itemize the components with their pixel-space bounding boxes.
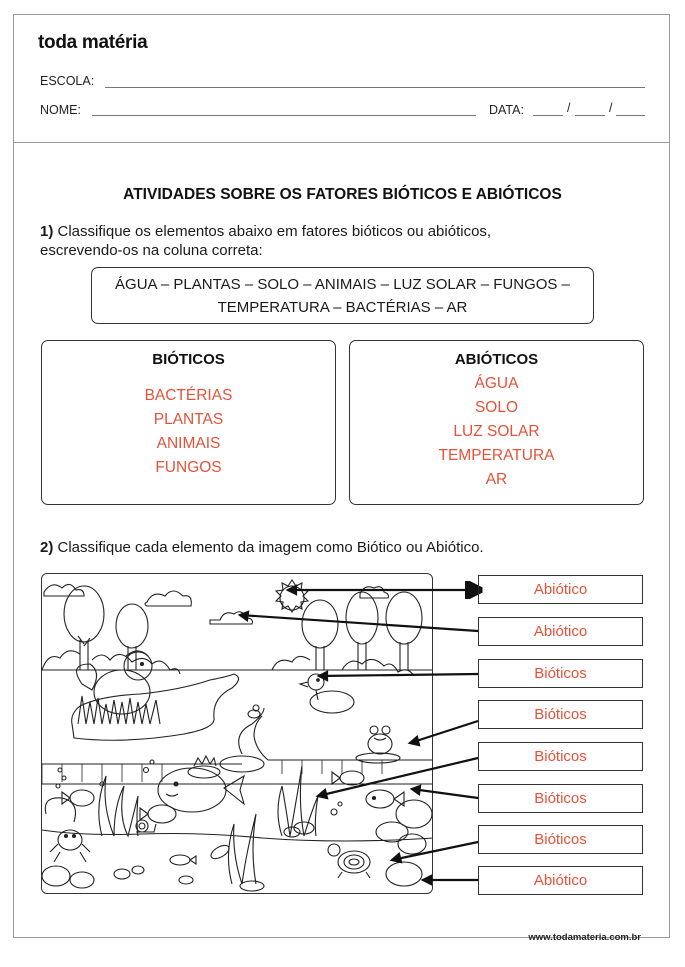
footer-url[interactable]: www.todamateria.com.br: [528, 932, 641, 943]
date-day-field[interactable]: [533, 115, 563, 116]
duckling-icon: [248, 705, 260, 718]
abioticos-item: ÁGUA: [474, 375, 519, 392]
bioticos-item: ANIMAIS: [156, 435, 221, 452]
seaweed-icon: [228, 814, 256, 884]
tree-icon: [116, 604, 148, 670]
question-1-number: 1): [40, 223, 54, 240]
answer-box-duck[interactable]: Bióticos: [478, 659, 643, 688]
answer-box-frog[interactable]: Bióticos: [478, 700, 643, 729]
bioticos-item: FUNGOS: [155, 459, 222, 476]
turtle-icon: [328, 844, 370, 878]
logo: toda matéria: [38, 32, 148, 53]
tree-icon: [64, 586, 104, 670]
answer-box-turtle[interactable]: Bióticos: [478, 825, 643, 854]
name-label: NOME:: [40, 103, 81, 117]
seaweed-icon: [99, 776, 138, 836]
fish-icon: [170, 855, 196, 865]
answer-box-sun[interactable]: Abiótico: [478, 575, 643, 604]
date-separator: /: [609, 101, 613, 115]
abioticos-list: [350, 372, 643, 492]
answer-box-seaweed[interactable]: Bióticos: [478, 742, 643, 771]
name-field[interactable]: [92, 115, 476, 116]
abioticos-item: TEMPERATURA: [438, 447, 555, 464]
answer-box-fish[interactable]: Bióticos: [478, 784, 643, 813]
abioticos-item: LUZ SOLAR: [453, 423, 540, 440]
header-divider: [13, 142, 670, 143]
question-2-number: 2): [40, 539, 54, 556]
cloud-icon: [210, 612, 252, 624]
fish-icon: [366, 790, 404, 808]
answer-box-rock[interactable]: Abiótico: [478, 866, 643, 895]
bioticos-title: BIÓTICOS: [152, 351, 225, 368]
question-1-text-line1: Classifique os elementos abaixo em fatores bióticos ou abióticos,: [57, 223, 492, 240]
date-separator: /: [567, 101, 571, 115]
abioticos-item: AR: [485, 471, 508, 488]
frog-icon: [356, 726, 400, 763]
answer-box-cloud[interactable]: Abiótico: [478, 617, 643, 646]
cloud-icon: [44, 584, 84, 596]
tree-icon: [302, 600, 338, 670]
school-field[interactable]: [105, 87, 645, 88]
seaweed-icon: [278, 766, 318, 836]
abioticos-item: SOLO: [474, 399, 519, 416]
fish-icon: [332, 771, 364, 785]
abioticos-column: [349, 340, 644, 505]
question-1-prompt: [40, 222, 491, 260]
word-bank-line1: ÁGUA – PLANTAS – SOLO – ANIMAIS – LUZ SOLAR – FUNGOS –: [115, 276, 570, 293]
riverbank: [42, 708, 433, 784]
bioticos-column: [41, 340, 336, 505]
abioticos-title: ABIÓTICOS: [454, 351, 539, 368]
date-year-field[interactable]: [616, 115, 645, 116]
snail-icon: [136, 820, 156, 832]
duck-icon: [300, 674, 354, 713]
bioticos-item: PLANTAS: [153, 411, 224, 428]
fish-icon: [62, 790, 94, 806]
word-bank-line2: TEMPERATURA – BACTÉRIAS – AR: [217, 299, 468, 316]
page-title: ATIVIDADES SOBRE OS FATORES BIÓTICOS E ABIÓTICOS: [123, 186, 562, 203]
bioticos-item: BACTÉRIAS: [144, 387, 233, 404]
cloud-icon: [145, 591, 191, 606]
question-1-text-line2: escrevendo-os na coluna correta:: [40, 242, 263, 259]
question-2-prompt: [40, 538, 484, 557]
fish-icon: [158, 768, 244, 812]
question-2-text: Classifique cada elemento da imagem como Biótico ou Abiótico.: [57, 539, 484, 556]
fish-icon: [209, 843, 231, 862]
pond-scene-drawing: [42, 574, 433, 894]
word-bank: [91, 267, 594, 324]
tree-icon: [346, 592, 378, 670]
school-label: ESCOLA:: [40, 74, 95, 88]
date-month-field[interactable]: [575, 115, 605, 116]
bioticos-list: [42, 384, 335, 480]
tree-icon: [386, 592, 422, 670]
sun-icon: [276, 580, 308, 612]
crab-icon: [45, 798, 90, 862]
ecosystem-illustration: [41, 573, 433, 894]
date-label: DATA:: [489, 103, 524, 117]
rocks-icon: [42, 800, 432, 891]
